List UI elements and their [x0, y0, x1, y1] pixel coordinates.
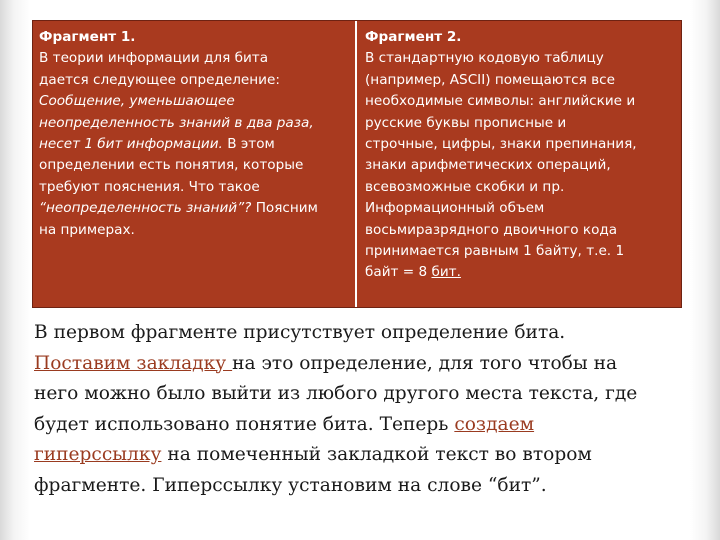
fragments-table — [32, 20, 682, 308]
paragraph-text: будет использовано понятие бита. Теперь — [34, 413, 455, 435]
fragment-2-line — [365, 262, 673, 283]
fragment-2-line: принимается равным 1 байту, т.е. 1 — [365, 243, 625, 260]
paragraph-line: В первом фрагменте присутствует определение бита. — [34, 322, 566, 343]
paragraph-line — [34, 440, 694, 471]
create-hyperlink-link-part-2[interactable]: гиперссылку — [34, 444, 162, 465]
paragraph-text: на это определение, для того чтобы на — [232, 352, 618, 374]
fragment-2-title: Фрагмент 2. — [365, 29, 462, 45]
paragraph-text: на помеченный закладкой текст во втором — [161, 444, 592, 465]
fragment-1-line: на примерах. — [39, 221, 135, 238]
set-bookmark-link[interactable]: Поставим закладку — [34, 352, 233, 374]
fragment-1-line: определении есть понятия, которые — [39, 157, 304, 174]
paragraph-line: него можно было выйти из любого другого места текста, где — [34, 383, 638, 404]
fragment-2-line: В стандартную кодовую таблицу — [365, 50, 604, 67]
fragment-1-text: В этом — [222, 136, 275, 153]
fragment-2-line: Информационный объем — [365, 200, 545, 217]
fragment-2-line: всевозможные скобки и пр. — [365, 178, 565, 195]
bit-hyperlink[interactable]: бит. — [431, 264, 461, 281]
fragment-2-line: строчные, цифры, знаки препинания, — [365, 136, 637, 153]
fragment-1-definition-line: Сообщение, уменьшающее — [39, 93, 235, 110]
fragment-1-cell — [33, 21, 357, 307]
fragment-1-line: В теории информации для бита — [39, 50, 269, 67]
fragment-2-line: восьмиразрядного двоичного кода — [365, 221, 618, 238]
create-hyperlink-link-part-1[interactable]: создаем — [454, 413, 535, 435]
fragment-1-line — [39, 198, 347, 219]
fragment-1-line: дается следующее определение: — [39, 71, 280, 88]
explanation-paragraph — [34, 318, 694, 501]
fragment-2-line: (например, ASCII) помещаются все — [365, 71, 615, 88]
paragraph-line — [34, 410, 694, 441]
fragment-2-cell — [357, 21, 681, 307]
fragment-2-line: знаки арифметических операций, — [365, 157, 611, 174]
fragment-1-title: Фрагмент 1. — [39, 29, 136, 45]
bookmark-target-text: несет 1 бит информации. — [39, 136, 223, 153]
fragment-1-line: требуют пояснения. Что такое — [39, 178, 260, 195]
fragment-2-text: байт = 8 — [365, 264, 432, 281]
fragment-1-definition-line: неопределенность знаний в два раза, — [39, 114, 314, 131]
fragment-1-line — [39, 134, 347, 155]
paragraph-line: фрагменте. Гиперссылку установим на слове “бит”. — [34, 474, 547, 496]
paragraph-line — [34, 349, 694, 380]
fragment-1-text: Поясним — [251, 200, 318, 217]
fragment-1-quoted-term: “неопределенность знаний”? — [39, 200, 252, 217]
fragment-2-line: русские буквы прописные и — [365, 114, 567, 131]
fragment-2-line: необходимые символы: английские и — [365, 93, 636, 110]
